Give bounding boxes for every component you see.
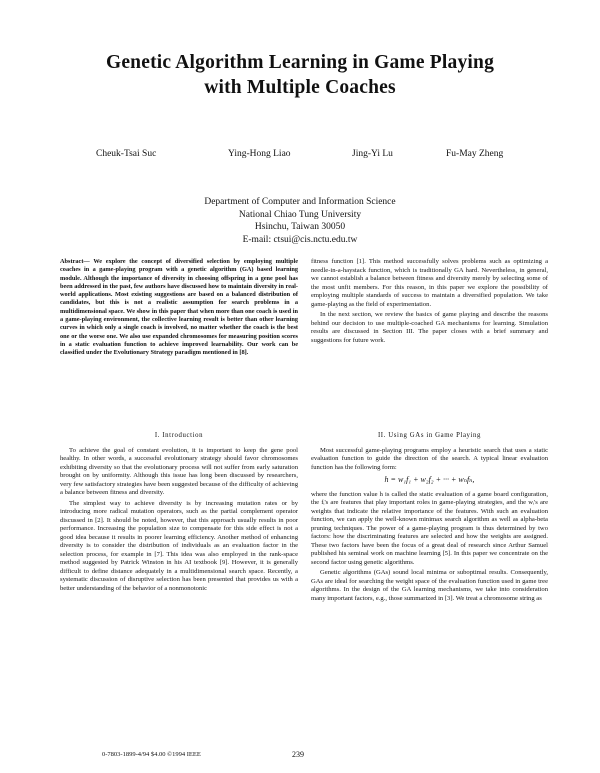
affiliation-city: Hsinchu, Taiwan 30050 bbox=[254, 222, 346, 232]
intro-continued bbox=[311, 258, 548, 347]
page-number: 239 bbox=[292, 750, 304, 759]
paragraph: In the next section, we review the basics of game playing and describe the reasons behind our decision to use multiple-coached GA mechanisms for learning. Simulation results are discussed in Section III. The paper closes with a brief summary and suggestions for future work. bbox=[311, 311, 548, 344]
paper-title bbox=[0, 50, 600, 100]
paragraph: To achieve the goal of constant evolution, it is important to keep the gene pool healthy. In other words, a successful evolutionary strategy should favor chromosomes exhibiting diversity so that the evolutionary process will not suffer from early saturation brought on by uniformity. Although this issue has long been discussed by researchers, very few satisfactory strategies have been suggested because of the difficulty of achieving a balance between fitness and diversity. bbox=[60, 446, 298, 496]
section-introduction bbox=[60, 432, 298, 595]
section-heading: II. Using GAs in Game Playing bbox=[377, 432, 482, 439]
paragraph: Most successful game-playing programs employ a heuristic search that uses a static evaluation function to guide the direction of the search. A typical linear evaluation function has the following form: bbox=[311, 446, 548, 471]
paragraph: The simplest way to achieve diversity is by increasing mutation rates or by introducing more radical mutation operators, such as the partial complement operator discussed in [2]. It should be noted, however, that this approach usually results in poor performance. Increasing the population size to compensate for this side effect is not a good idea because it results in poorer learning efficiency. Another method of enhancing diversity is to consider the distribution of individuals as an evaluation factor in the selection process, for example in [7]. This idea was also employed in the rank-space method suggested by Patrick Winston in his AI textbook [9]. However, it is generally difficult to define distance adequately in a multidimensional search space. Recently, a systematic discussion of disruptive selection has been presented that provides us with a better understanding of the behavior of a nonmonotonic bbox=[60, 499, 298, 592]
evaluation-equation: h = w₁f₁ + w₂f₂ + ··· + wₙfₙ, bbox=[384, 475, 475, 484]
paragraph: Genetic algorithms (GAs) sound local minima or suboptimal results. Consequently, GAs are ideal for searching the weight space of the evaluation function used in game tree algorithms. In the design of the GA learning mechanisms, we take into consideration many important factors, e.g., those summarized in [3]. We treat a chromosome string as bbox=[311, 569, 548, 602]
paragraph: fitness function [1]. This method successfully solves problems such as optimizing a needle-in-a-haystack function, which is traditionally GA hard. Nevertheless, in general, we cannot establish a balance between fitness and diversity merely by selecting some of the most unfit members. For this reason, in this paper we explore the possibility of employing multiple standards of success to maintain a diversified population. We take game-playing as the field of experimentation. bbox=[311, 258, 548, 308]
affiliation-email: E-mail: ctsui@cis.nctu.edu.tw bbox=[242, 234, 358, 245]
affiliation-dept: Department of Computer and Information Science bbox=[204, 197, 396, 207]
section-heading: I. Introduction bbox=[154, 432, 204, 439]
author-name: Ying-Hong Liao bbox=[228, 149, 291, 159]
footer-isbn: 0-7803-1899-4/94 $4.00 ©1994 IEEE bbox=[102, 751, 201, 758]
affiliation bbox=[0, 196, 600, 246]
affiliation-university: National Chiao Tung University bbox=[238, 209, 362, 220]
abstract bbox=[60, 258, 298, 360]
section-game-playing bbox=[311, 432, 548, 605]
abstract-text: Abstract— We explore the concept of diversified selection by employing multiple coaches in a game-playing program with a genetic algorithm (GA) based learning module. Although the importance of diversity in choosing offspring in a gene pool has been addressed in the past, few authors have discussed how to maintain diversity in real-world applications. Most existing suggestions are based on a balanced distribution of candidates, but this is not a realistic assumption for search problems in a multidimensional space. We show in this paper that when more than one coach is used in a game-playing environment, the collective learning result is better than other learning curves in which only a single coach is involved, no matter whether the coach is the best one or the worse one. We also use expanded chromosomes for measuring position scores in a static evaluation function to achieve improved learnability. Our work can be classified under the Evolutionary Strategy paradigm mentioned in [8]. bbox=[60, 258, 298, 357]
author-name: Jing-Yi Lu bbox=[352, 149, 393, 159]
author-name: Fu-May Zheng bbox=[446, 149, 504, 159]
author-list bbox=[0, 149, 600, 163]
title-line-2: with Multiple Coaches bbox=[204, 77, 396, 98]
title-line-1: Genetic Algorithm Learning in Game Playing bbox=[105, 52, 495, 73]
author-name: Cheuk-Tsai Suc bbox=[96, 149, 157, 159]
paragraph: where the function value h is called the static evaluation of a game board configuration, the fᵢ's are features that play important roles in game-playing strategies, and the wᵢ's are weights that indicate the relative importance of the features. With such an evaluation function, we can apply the well-known minimax search algorithm as well as alpha-beta pruning techniques. The power of a game-playing program is thus determined by two factors: how the discriminating features are selected and how the weights are assigned. These two factors have been the focus of a great deal of research since Arthur Samuel published his seminal work on machine learning [5]. In this paper we concentrate on the second factor using genetic algorithms. bbox=[311, 490, 548, 566]
